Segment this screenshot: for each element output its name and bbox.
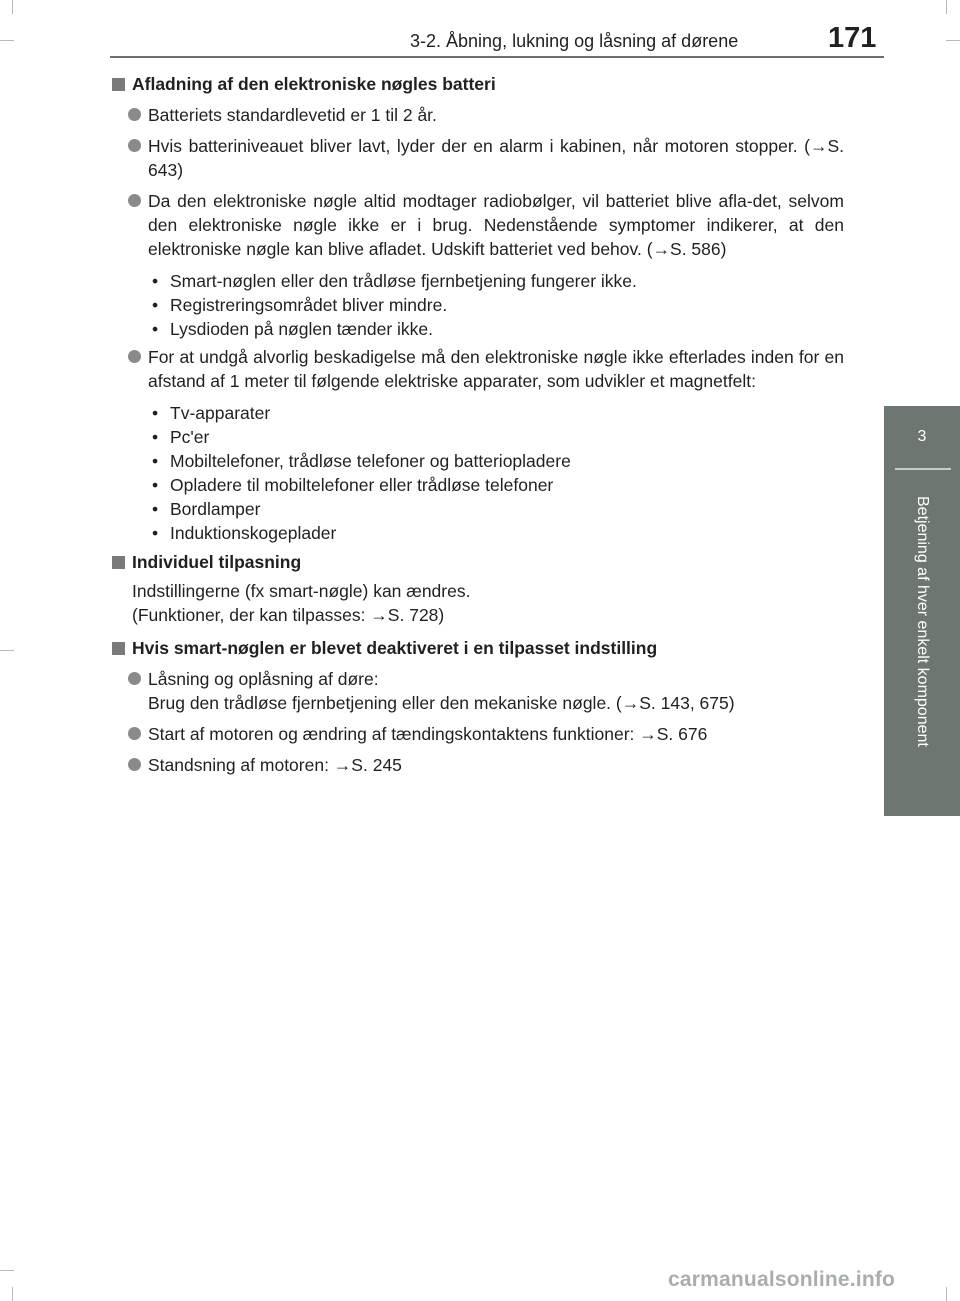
item-text: Hvis batteriniveauet bliver lavt, lyder der en alarm i kabinen, når motoren stopper. (→S. 643)	[148, 136, 844, 180]
sub-list-item: • Bordlamper	[152, 499, 261, 519]
item-text: Standsning af motoren: →S. 245	[148, 755, 402, 775]
round-bullet-icon	[112, 103, 148, 127]
list-item	[112, 134, 844, 182]
list-item	[112, 667, 844, 715]
round-bullet-icon	[112, 667, 148, 715]
paragraph-line: (Funktioner, der kan tilpasses: →S. 728)	[132, 605, 445, 625]
header-rule	[110, 56, 884, 58]
round-bullet-icon	[112, 134, 148, 182]
sub-list	[152, 401, 844, 545]
chapter-title: Betjening af hver enkelt komponent	[914, 496, 931, 747]
list-item	[112, 722, 844, 746]
crop-mark	[0, 650, 14, 651]
round-bullet-icon	[112, 345, 148, 393]
paragraph-line: Indstillingerne (fx smart-nøgle) kan ændres.	[132, 581, 471, 601]
crop-mark	[0, 40, 14, 41]
crop-mark	[12, 0, 13, 14]
watermark: carmanualsonline.info	[668, 1268, 896, 1291]
crop-mark	[0, 1270, 14, 1271]
square-bullet-icon	[112, 550, 132, 570]
sub-list-item: • Lysdioden på nøglen tænder ikke.	[152, 319, 433, 339]
item-text: Da den elektroniske nøgle altid modtager radiobølger, vil batteriet blive afla-det, selvom den elektroniske nøgle ikke er i brug. Nedenstående symptomer indikerer, at den elektroniske nøgle kan blive afladet. Udskift batteriet ved behov. (→S. 586)	[148, 191, 844, 259]
chapter-number: 3	[917, 428, 927, 445]
heading-text: Individuel tilpasning	[132, 552, 302, 572]
sub-list-item: • Registreringsområdet bliver mindre.	[152, 295, 448, 315]
sub-list-item: • Mobiltelefoner, trådløse telefoner og batteriopladere	[152, 451, 571, 471]
list-item	[112, 189, 844, 261]
round-bullet-icon	[112, 753, 148, 777]
section-heading	[112, 636, 844, 660]
list-item	[112, 103, 844, 127]
square-bullet-icon	[112, 636, 132, 656]
item-text: Batteriets standardlevetid er 1 til 2 år.	[148, 105, 437, 125]
section-heading	[112, 550, 844, 574]
chapter-tab-divider	[895, 468, 951, 470]
page-number: 171	[828, 22, 877, 54]
sub-list	[152, 269, 844, 341]
list-item	[112, 753, 844, 777]
heading-text: Hvis smart-nøglen er blevet deaktiveret i en tilpasset indstilling	[132, 638, 658, 658]
section-heading	[112, 72, 844, 96]
sub-list-item: • Tv-apparater	[152, 403, 271, 423]
sub-list-item: • Pc'er	[152, 427, 210, 447]
page-content	[112, 72, 844, 777]
paragraph	[132, 579, 844, 627]
heading-text: Afladning af den elektroniske nøgles batteri	[132, 74, 496, 94]
item-text: Start af motoren og ændring af tændingskontaktens funktioner: →S. 676	[148, 724, 708, 744]
sub-list-item: • Opladere til mobiltelefoner eller trådløse telefoner	[152, 475, 554, 495]
section-title: 3-2. Åbning, lukning og låsning af dørene	[410, 31, 739, 51]
round-bullet-icon	[112, 722, 148, 746]
item-text: For at undgå alvorlig beskadigelse må den elektroniske nøgle ikke efterlades inden for en afstand af 1 meter til følgende elektriske apparater, som udvikler et magnetfelt:	[148, 347, 844, 391]
sub-list-item: • Smart-nøglen eller den trådløse fjernbetjening fungerer ikke.	[152, 271, 637, 291]
item-text: Låsning og oplåsning af døre: Brug den trådløse fjernbetjening eller den mekaniske nøgle. (→S. 143, 675)	[148, 669, 735, 713]
crop-mark	[946, 0, 947, 14]
crop-mark	[946, 1287, 947, 1301]
list-item	[112, 345, 844, 393]
square-bullet-icon	[112, 72, 132, 92]
crop-mark	[946, 40, 960, 41]
sub-list-item: • Induktionskogeplader	[152, 523, 337, 543]
round-bullet-icon	[112, 189, 148, 261]
crop-mark	[12, 1287, 13, 1301]
